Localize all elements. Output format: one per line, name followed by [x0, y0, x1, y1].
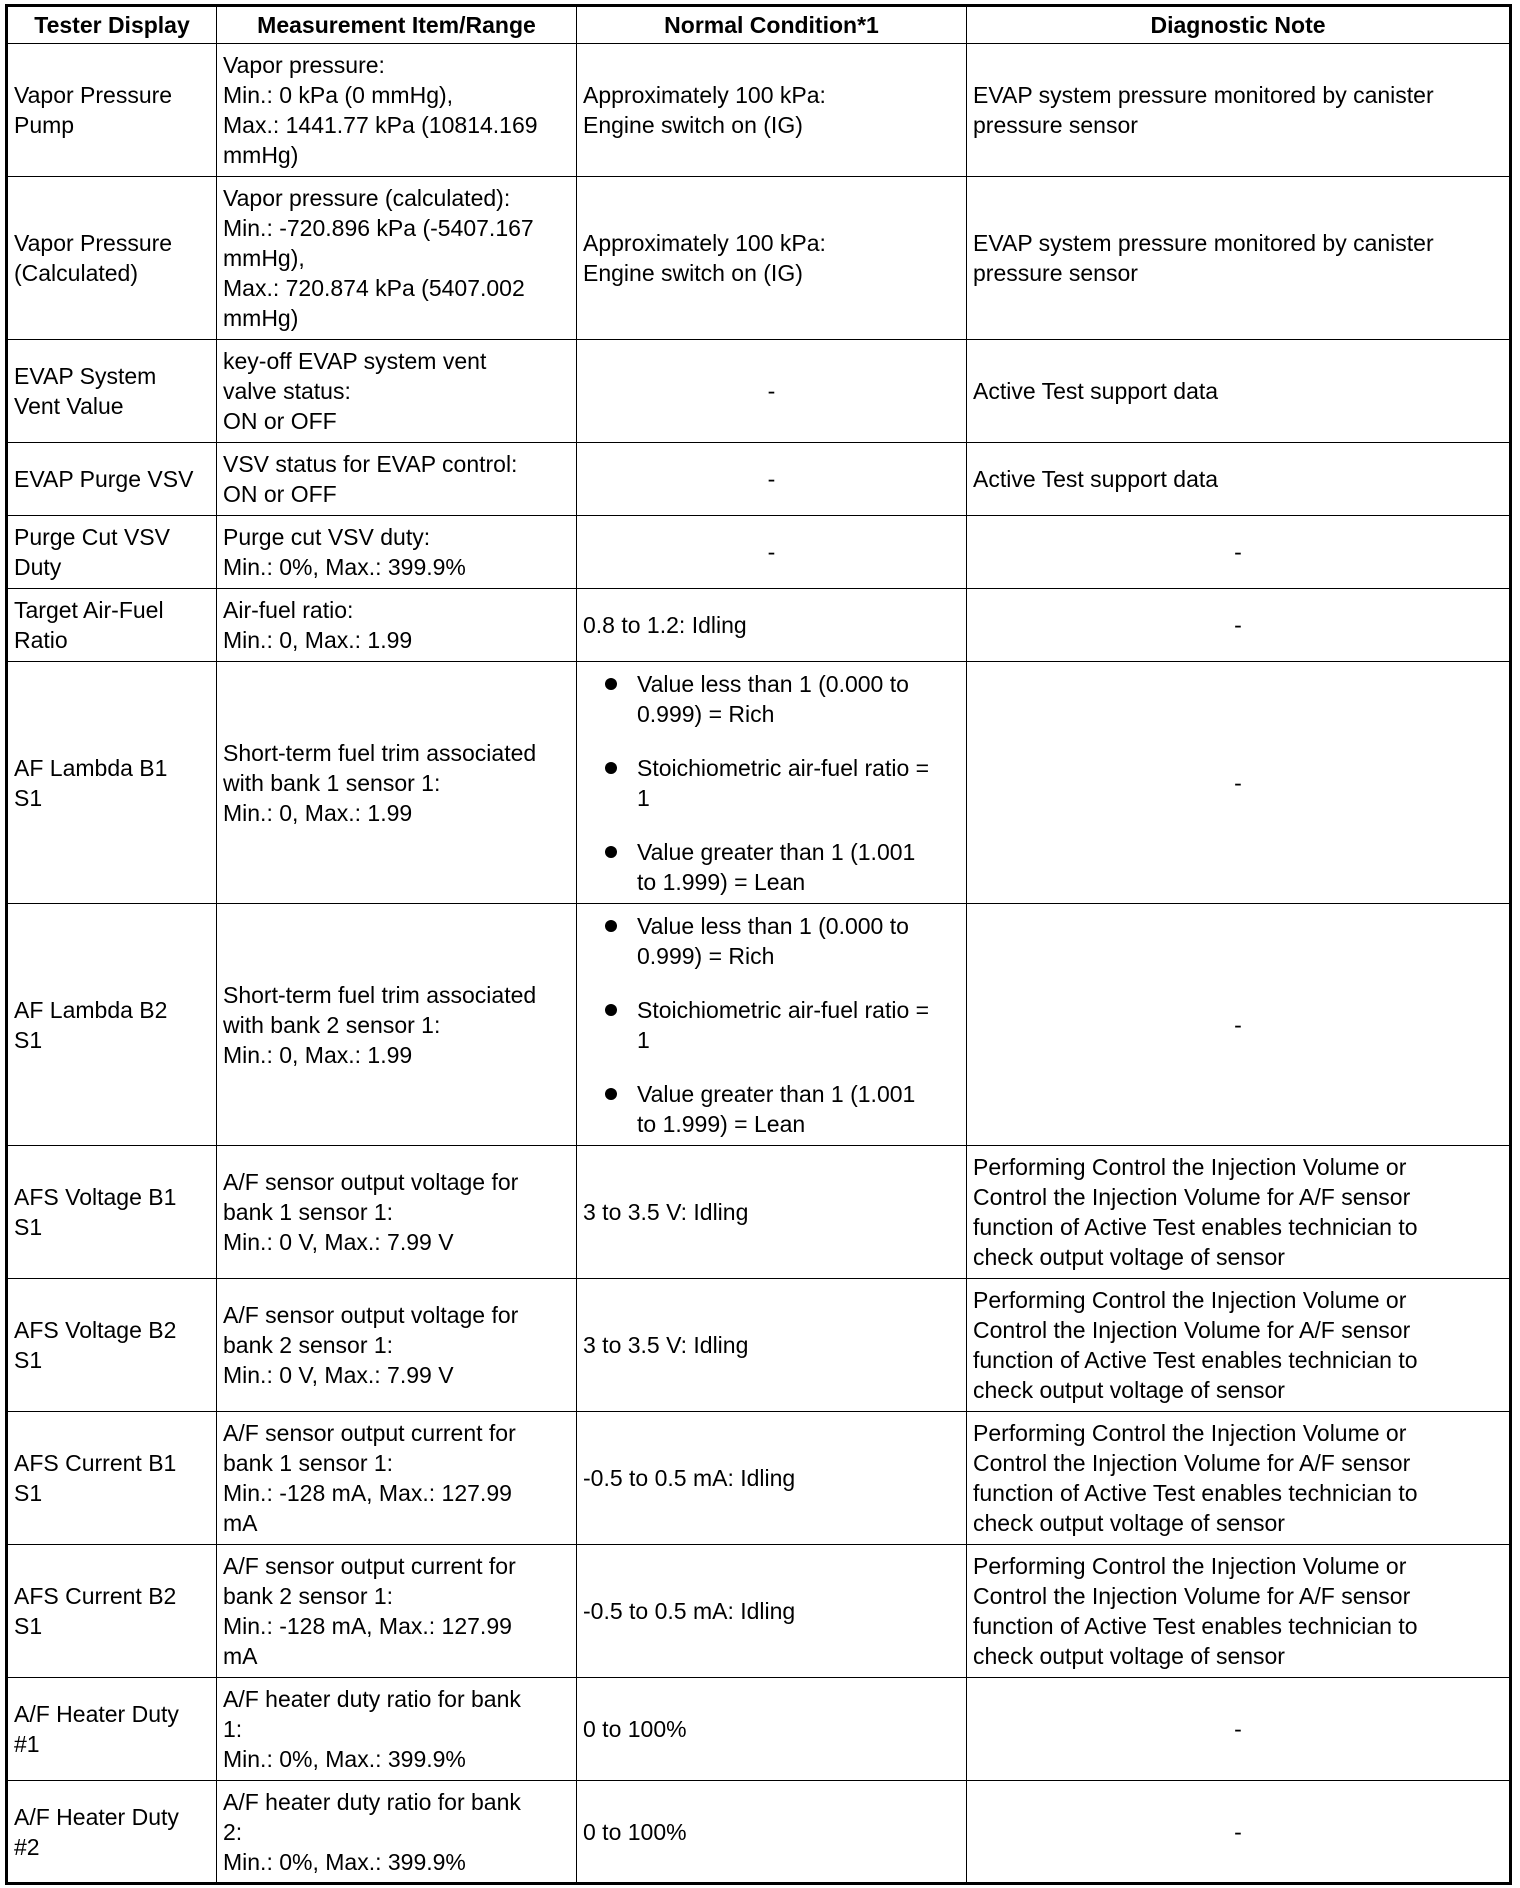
condition-bullet-line: Stoichiometric air-fuel ratio =	[637, 996, 930, 1023]
measurement-range-cell	[217, 1146, 577, 1279]
normal-condition-cell	[577, 516, 967, 589]
condition-bullet-item	[603, 911, 960, 971]
measurement-range-cell-line: Min.: 0, Max.: 1.99	[223, 627, 413, 653]
diagnostic-note-cell-line: Control the Injection Volume for A/F sensor	[973, 1184, 1411, 1210]
diagnostic-note-cell-line: Control the Injection Volume for A/F sensor	[973, 1450, 1411, 1476]
diagnostic-note-cell-line: check output voltage of sensor	[973, 1377, 1285, 1403]
condition-bullet-item	[603, 995, 960, 1055]
measurement-range-cell-line: Min.: 0%, Max.: 399.9%	[223, 1848, 466, 1875]
measurement-range-cell	[217, 1781, 577, 1884]
tester-display-cell-line: #1	[14, 1731, 40, 1757]
normal-condition-cell	[577, 1781, 967, 1884]
condition-bullet-line: Value greater than 1 (1.001	[637, 838, 916, 865]
diagnostic-note-cell-line: Control the Injection Volume for A/F sensor	[973, 1583, 1411, 1609]
diagnostic-note-cell-line: EVAP system pressure monitored by canister	[973, 82, 1434, 108]
measurement-range-cell-line: Min.: 0, Max.: 1.99	[223, 799, 413, 826]
measurement-range-cell-line: Max.: 1441.77 kPa (10814.169	[223, 112, 538, 138]
diagnostic-note-cell-line: Performing Control the Injection Volume or	[973, 1154, 1407, 1180]
measurement-range-cell-line: mmHg),	[223, 245, 305, 271]
diagnostic-note-cell	[967, 1412, 1511, 1545]
condition-bullet-item	[603, 837, 960, 897]
diagnostic-note-cell-line: EVAP system pressure monitored by canister	[973, 230, 1434, 256]
table-row	[7, 589, 1511, 662]
table-row	[7, 1279, 1511, 1412]
data-list-table	[5, 4, 1512, 1885]
bullet-dot-icon	[605, 762, 617, 774]
condition-bullet-item	[603, 1079, 960, 1139]
normal-condition-cell	[577, 904, 967, 1146]
diagnostic-note-cell-line: function of Active Test enables technician to	[973, 1613, 1418, 1639]
tester-display-cell	[7, 443, 217, 516]
measurement-range-cell-line: Min.: -720.896 kPa (-5407.167	[223, 215, 534, 241]
normal-condition-cell-line: 0 to 100%	[583, 1716, 687, 1742]
normal-condition-cell	[577, 340, 967, 443]
tester-display-cell-line: S1	[14, 1214, 43, 1240]
measurement-range-cell-line: with bank 2 sensor 1:	[223, 1011, 441, 1038]
normal-condition-cell-line: 0.8 to 1.2: Idling	[583, 612, 747, 638]
diagnostic-note-cell-line: -	[1234, 612, 1242, 638]
table-row	[7, 1678, 1511, 1781]
measurement-range-cell-line: A/F heater duty ratio for bank	[223, 1788, 521, 1815]
measurement-range-cell	[217, 1412, 577, 1545]
normal-condition-cell-line: Approximately 100 kPa:	[583, 230, 826, 256]
table-row	[7, 904, 1511, 1146]
measurement-range-cell-line: mmHg)	[223, 305, 299, 331]
measurement-range-cell-line: 1:	[223, 1716, 243, 1742]
tester-display-cell-line: Duty	[14, 554, 62, 580]
normal-condition-cell-line: Engine switch on (IG)	[583, 260, 803, 286]
tester-display-cell-line: S1	[14, 1347, 43, 1373]
normal-condition-cell-line: 3 to 3.5 V: Idling	[583, 1199, 749, 1225]
measurement-range-cell-line: Vapor pressure:	[223, 52, 385, 78]
diagnostic-note-cell-line: -	[1234, 1716, 1242, 1742]
diagnostic-note-cell	[967, 589, 1511, 662]
measurement-range-cell-line: Purge cut VSV duty:	[223, 524, 431, 550]
measurement-range-cell	[217, 904, 577, 1146]
diagnostic-note-cell	[967, 340, 1511, 443]
condition-bullet-line: to 1.999) = Lean	[637, 868, 806, 895]
normal-condition-cell-line: 0 to 100%	[583, 1818, 687, 1845]
diagnostic-note-cell-line: pressure sensor	[973, 112, 1138, 138]
measurement-range-cell	[217, 662, 577, 904]
measurement-range-cell-line: A/F sensor output current for	[223, 1553, 516, 1579]
condition-bullet-item	[603, 753, 960, 813]
measurement-range-cell-line: bank 2 sensor 1:	[223, 1332, 394, 1358]
measurement-range-cell-line: Max.: 720.874 kPa (5407.002	[223, 275, 525, 301]
tester-display-cell-line: Purge Cut VSV	[14, 524, 170, 550]
measurement-range-cell-line: mmHg)	[223, 142, 299, 168]
normal-condition-cell	[577, 1146, 967, 1279]
measurement-range-cell	[217, 340, 577, 443]
normal-condition-cell-line: -0.5 to 0.5 mA: Idling	[583, 1465, 796, 1491]
diagnostic-note-cell-line: -	[1234, 769, 1242, 796]
tester-display-cell	[7, 1545, 217, 1678]
header-tester-display: Tester Display	[7, 6, 217, 44]
condition-bullet-line: Value greater than 1 (1.001	[637, 1080, 916, 1107]
measurement-range-cell	[217, 443, 577, 516]
tester-display-cell	[7, 589, 217, 662]
header-row	[7, 6, 1511, 44]
table-row	[7, 177, 1511, 340]
tester-display-cell	[7, 1412, 217, 1545]
tester-display-cell-line: #2	[14, 1833, 40, 1860]
tester-display-cell-line: Target Air-Fuel	[14, 597, 164, 623]
normal-condition-cell-line: -0.5 to 0.5 mA: Idling	[583, 1598, 796, 1624]
condition-bullet-item	[603, 669, 960, 729]
measurement-range-cell-line: Short-term fuel trim associated	[223, 739, 537, 766]
tester-display-cell-line: S1	[14, 1480, 43, 1506]
diagnostic-note-cell-line: Active Test support data	[973, 466, 1219, 492]
measurement-range-cell-line: with bank 1 sensor 1:	[223, 769, 441, 796]
measurement-range-cell-line: bank 1 sensor 1:	[223, 1450, 394, 1476]
diagnostic-note-cell-line: pressure sensor	[973, 260, 1138, 286]
diagnostic-note-cell-line: function of Active Test enables technician to	[973, 1347, 1418, 1373]
diagnostic-note-cell	[967, 1545, 1511, 1678]
measurement-range-cell-line: Short-term fuel trim associated	[223, 981, 537, 1008]
normal-condition-cell-line: -	[767, 466, 776, 492]
measurement-range-cell-line: Vapor pressure (calculated):	[223, 185, 511, 211]
tester-display-cell-line: Pump	[14, 112, 75, 138]
normal-condition-cell	[577, 177, 967, 340]
normal-condition-cell	[577, 1545, 967, 1678]
tester-display-cell-line: (Calculated)	[14, 260, 138, 286]
measurement-range-cell	[217, 1678, 577, 1781]
table-row	[7, 1412, 1511, 1545]
tester-display-cell-line: AFS Current B1	[14, 1450, 177, 1476]
diagnostic-note-cell-line: Performing Control the Injection Volume or	[973, 1287, 1407, 1313]
measurement-range-cell-line: Min.: -128 mA, Max.: 127.99	[223, 1480, 512, 1506]
bullet-dot-icon	[605, 1004, 617, 1016]
table-row	[7, 44, 1511, 177]
tester-display-cell	[7, 904, 217, 1146]
tester-display-cell-line: AF Lambda B2	[14, 996, 168, 1023]
measurement-range-cell-line: valve status:	[223, 378, 351, 404]
measurement-range-cell-line: Air-fuel ratio:	[223, 597, 354, 623]
tester-display-cell-line: S1	[14, 784, 43, 811]
diagnostic-note-cell-line: check output voltage of sensor	[973, 1244, 1285, 1270]
condition-bullet-line: 0.999) = Rich	[637, 700, 775, 727]
tester-display-cell	[7, 177, 217, 340]
normal-condition-cell-line: -	[767, 539, 776, 565]
diagnostic-note-cell-line: -	[1234, 1818, 1242, 1845]
measurement-range-cell-line: Min.: -128 mA, Max.: 127.99	[223, 1613, 512, 1639]
tester-display-cell-line: Vapor Pressure	[14, 82, 173, 108]
measurement-range-cell	[217, 589, 577, 662]
diagnostic-note-cell	[967, 1279, 1511, 1412]
tester-display-cell-line: AFS Current B2	[14, 1583, 177, 1609]
measurement-range-cell-line: Min.: 0%, Max.: 399.9%	[223, 1746, 466, 1772]
tester-display-cell	[7, 1279, 217, 1412]
measurement-range-cell	[217, 516, 577, 589]
measurement-range-cell	[217, 177, 577, 340]
diagnostic-note-cell-line: check output voltage of sensor	[973, 1643, 1285, 1669]
measurement-range-cell-line: 2:	[223, 1818, 243, 1845]
normal-condition-cell	[577, 662, 967, 904]
diagnostic-note-cell	[967, 1781, 1511, 1884]
measurement-range-cell	[217, 1545, 577, 1678]
diagnostic-note-cell-line: check output voltage of sensor	[973, 1510, 1285, 1536]
measurement-range-cell-line: Min.: 0 V, Max.: 7.99 V	[223, 1362, 454, 1388]
condition-bullet-line: 0.999) = Rich	[637, 942, 775, 969]
normal-condition-cell	[577, 44, 967, 177]
diagnostic-note-cell	[967, 1678, 1511, 1781]
tester-display-cell	[7, 44, 217, 177]
measurement-range-cell-line: Min.: 0, Max.: 1.99	[223, 1041, 413, 1068]
header-normal-condition: Normal Condition*1	[577, 6, 967, 44]
tester-display-cell-line: EVAP System	[14, 363, 157, 389]
diagnostic-note-cell-line: Performing Control the Injection Volume or	[973, 1420, 1407, 1446]
measurement-range-cell-line: mA	[223, 1510, 258, 1536]
bullet-dot-icon	[605, 920, 617, 932]
table-row	[7, 662, 1511, 904]
condition-bullet-list	[583, 669, 960, 897]
tester-display-cell-line: AFS Voltage B2	[14, 1317, 177, 1343]
condition-bullet-line: 1	[637, 1026, 650, 1053]
diagnostic-note-cell-line: -	[1234, 539, 1242, 565]
tester-display-cell	[7, 662, 217, 904]
diagnostic-note-cell	[967, 177, 1511, 340]
diagnostic-note-cell	[967, 904, 1511, 1146]
table-row	[7, 1146, 1511, 1279]
header-measurement-range: Measurement Item/Range	[217, 6, 577, 44]
bullet-dot-icon	[605, 678, 617, 690]
diagnostic-note-cell	[967, 662, 1511, 904]
tester-display-cell-line: S1	[14, 1613, 43, 1639]
table-row	[7, 443, 1511, 516]
condition-bullet-line: Value less than 1 (0.000 to	[637, 912, 909, 939]
condition-bullet-line: 1	[637, 784, 650, 811]
measurement-range-cell-line: ON or OFF	[223, 481, 337, 507]
diagnostic-note-cell	[967, 44, 1511, 177]
table-row	[7, 1545, 1511, 1678]
tester-display-cell	[7, 1781, 217, 1884]
table-body	[7, 44, 1511, 1884]
header-diagnostic-note: Diagnostic Note	[967, 6, 1511, 44]
normal-condition-cell	[577, 589, 967, 662]
normal-condition-cell	[577, 1279, 967, 1412]
tester-display-cell-line: Vapor Pressure	[14, 230, 173, 256]
condition-bullet-line: Stoichiometric air-fuel ratio =	[637, 754, 930, 781]
table-row	[7, 1781, 1511, 1884]
tester-display-cell-line: AFS Voltage B1	[14, 1184, 177, 1210]
tester-display-cell	[7, 1678, 217, 1781]
tester-display-cell-line: A/F Heater Duty	[14, 1803, 179, 1830]
measurement-range-cell-line: A/F heater duty ratio for bank	[223, 1686, 521, 1712]
bullet-dot-icon	[605, 846, 617, 858]
measurement-range-cell-line: A/F sensor output voltage for	[223, 1169, 519, 1195]
measurement-range-cell-line: A/F sensor output voltage for	[223, 1302, 519, 1328]
diagnostic-note-cell	[967, 1146, 1511, 1279]
measurement-range-cell-line: key-off EVAP system vent	[223, 348, 487, 374]
tester-display-cell-line: AF Lambda B1	[14, 754, 168, 781]
diagnostic-note-cell-line: function of Active Test enables technician to	[973, 1480, 1418, 1506]
tester-display-cell-line: Ratio	[14, 627, 68, 653]
measurement-range-cell	[217, 44, 577, 177]
measurement-range-cell-line: A/F sensor output current for	[223, 1420, 516, 1446]
tester-display-cell-line: EVAP Purge VSV	[14, 466, 194, 492]
measurement-range-cell	[217, 1279, 577, 1412]
condition-bullet-list	[583, 911, 960, 1139]
diagnostic-note-cell	[967, 516, 1511, 589]
condition-bullet-line: Value less than 1 (0.000 to	[637, 670, 909, 697]
condition-bullet-line: to 1.999) = Lean	[637, 1110, 806, 1137]
tester-display-cell-line: Vent Value	[14, 393, 124, 419]
bullet-dot-icon	[605, 1088, 617, 1100]
measurement-range-cell-line: bank 1 sensor 1:	[223, 1199, 394, 1225]
measurement-range-cell-line: mA	[223, 1643, 258, 1669]
normal-condition-cell-line: Approximately 100 kPa:	[583, 82, 826, 108]
measurement-range-cell-line: Min.: 0%, Max.: 399.9%	[223, 554, 466, 580]
normal-condition-cell-line: 3 to 3.5 V: Idling	[583, 1332, 749, 1358]
table-row	[7, 340, 1511, 443]
data-list-sheet	[5, 4, 1509, 1882]
table-row	[7, 516, 1511, 589]
tester-display-cell	[7, 1146, 217, 1279]
tester-display-cell-line: S1	[14, 1026, 43, 1053]
normal-condition-cell	[577, 1678, 967, 1781]
diagnostic-note-cell-line: -	[1234, 1011, 1242, 1038]
normal-condition-cell-line: Engine switch on (IG)	[583, 112, 803, 138]
measurement-range-cell-line: bank 2 sensor 1:	[223, 1583, 394, 1609]
diagnostic-note-cell-line: Performing Control the Injection Volume or	[973, 1553, 1407, 1579]
normal-condition-cell	[577, 443, 967, 516]
tester-display-cell	[7, 340, 217, 443]
tester-display-cell	[7, 516, 217, 589]
measurement-range-cell-line: VSV status for EVAP control:	[223, 451, 518, 477]
measurement-range-cell-line: Min.: 0 V, Max.: 7.99 V	[223, 1229, 454, 1255]
tester-display-cell-line: A/F Heater Duty	[14, 1701, 179, 1727]
measurement-range-cell-line: ON or OFF	[223, 408, 337, 434]
diagnostic-note-cell-line: function of Active Test enables technician to	[973, 1214, 1418, 1240]
measurement-range-cell-line: Min.: 0 kPa (0 mmHg),	[223, 82, 454, 108]
normal-condition-cell	[577, 1412, 967, 1545]
diagnostic-note-cell	[967, 443, 1511, 516]
normal-condition-cell-line: -	[767, 378, 776, 404]
diagnostic-note-cell-line: Control the Injection Volume for A/F sensor	[973, 1317, 1411, 1343]
diagnostic-note-cell-line: Active Test support data	[973, 378, 1219, 404]
